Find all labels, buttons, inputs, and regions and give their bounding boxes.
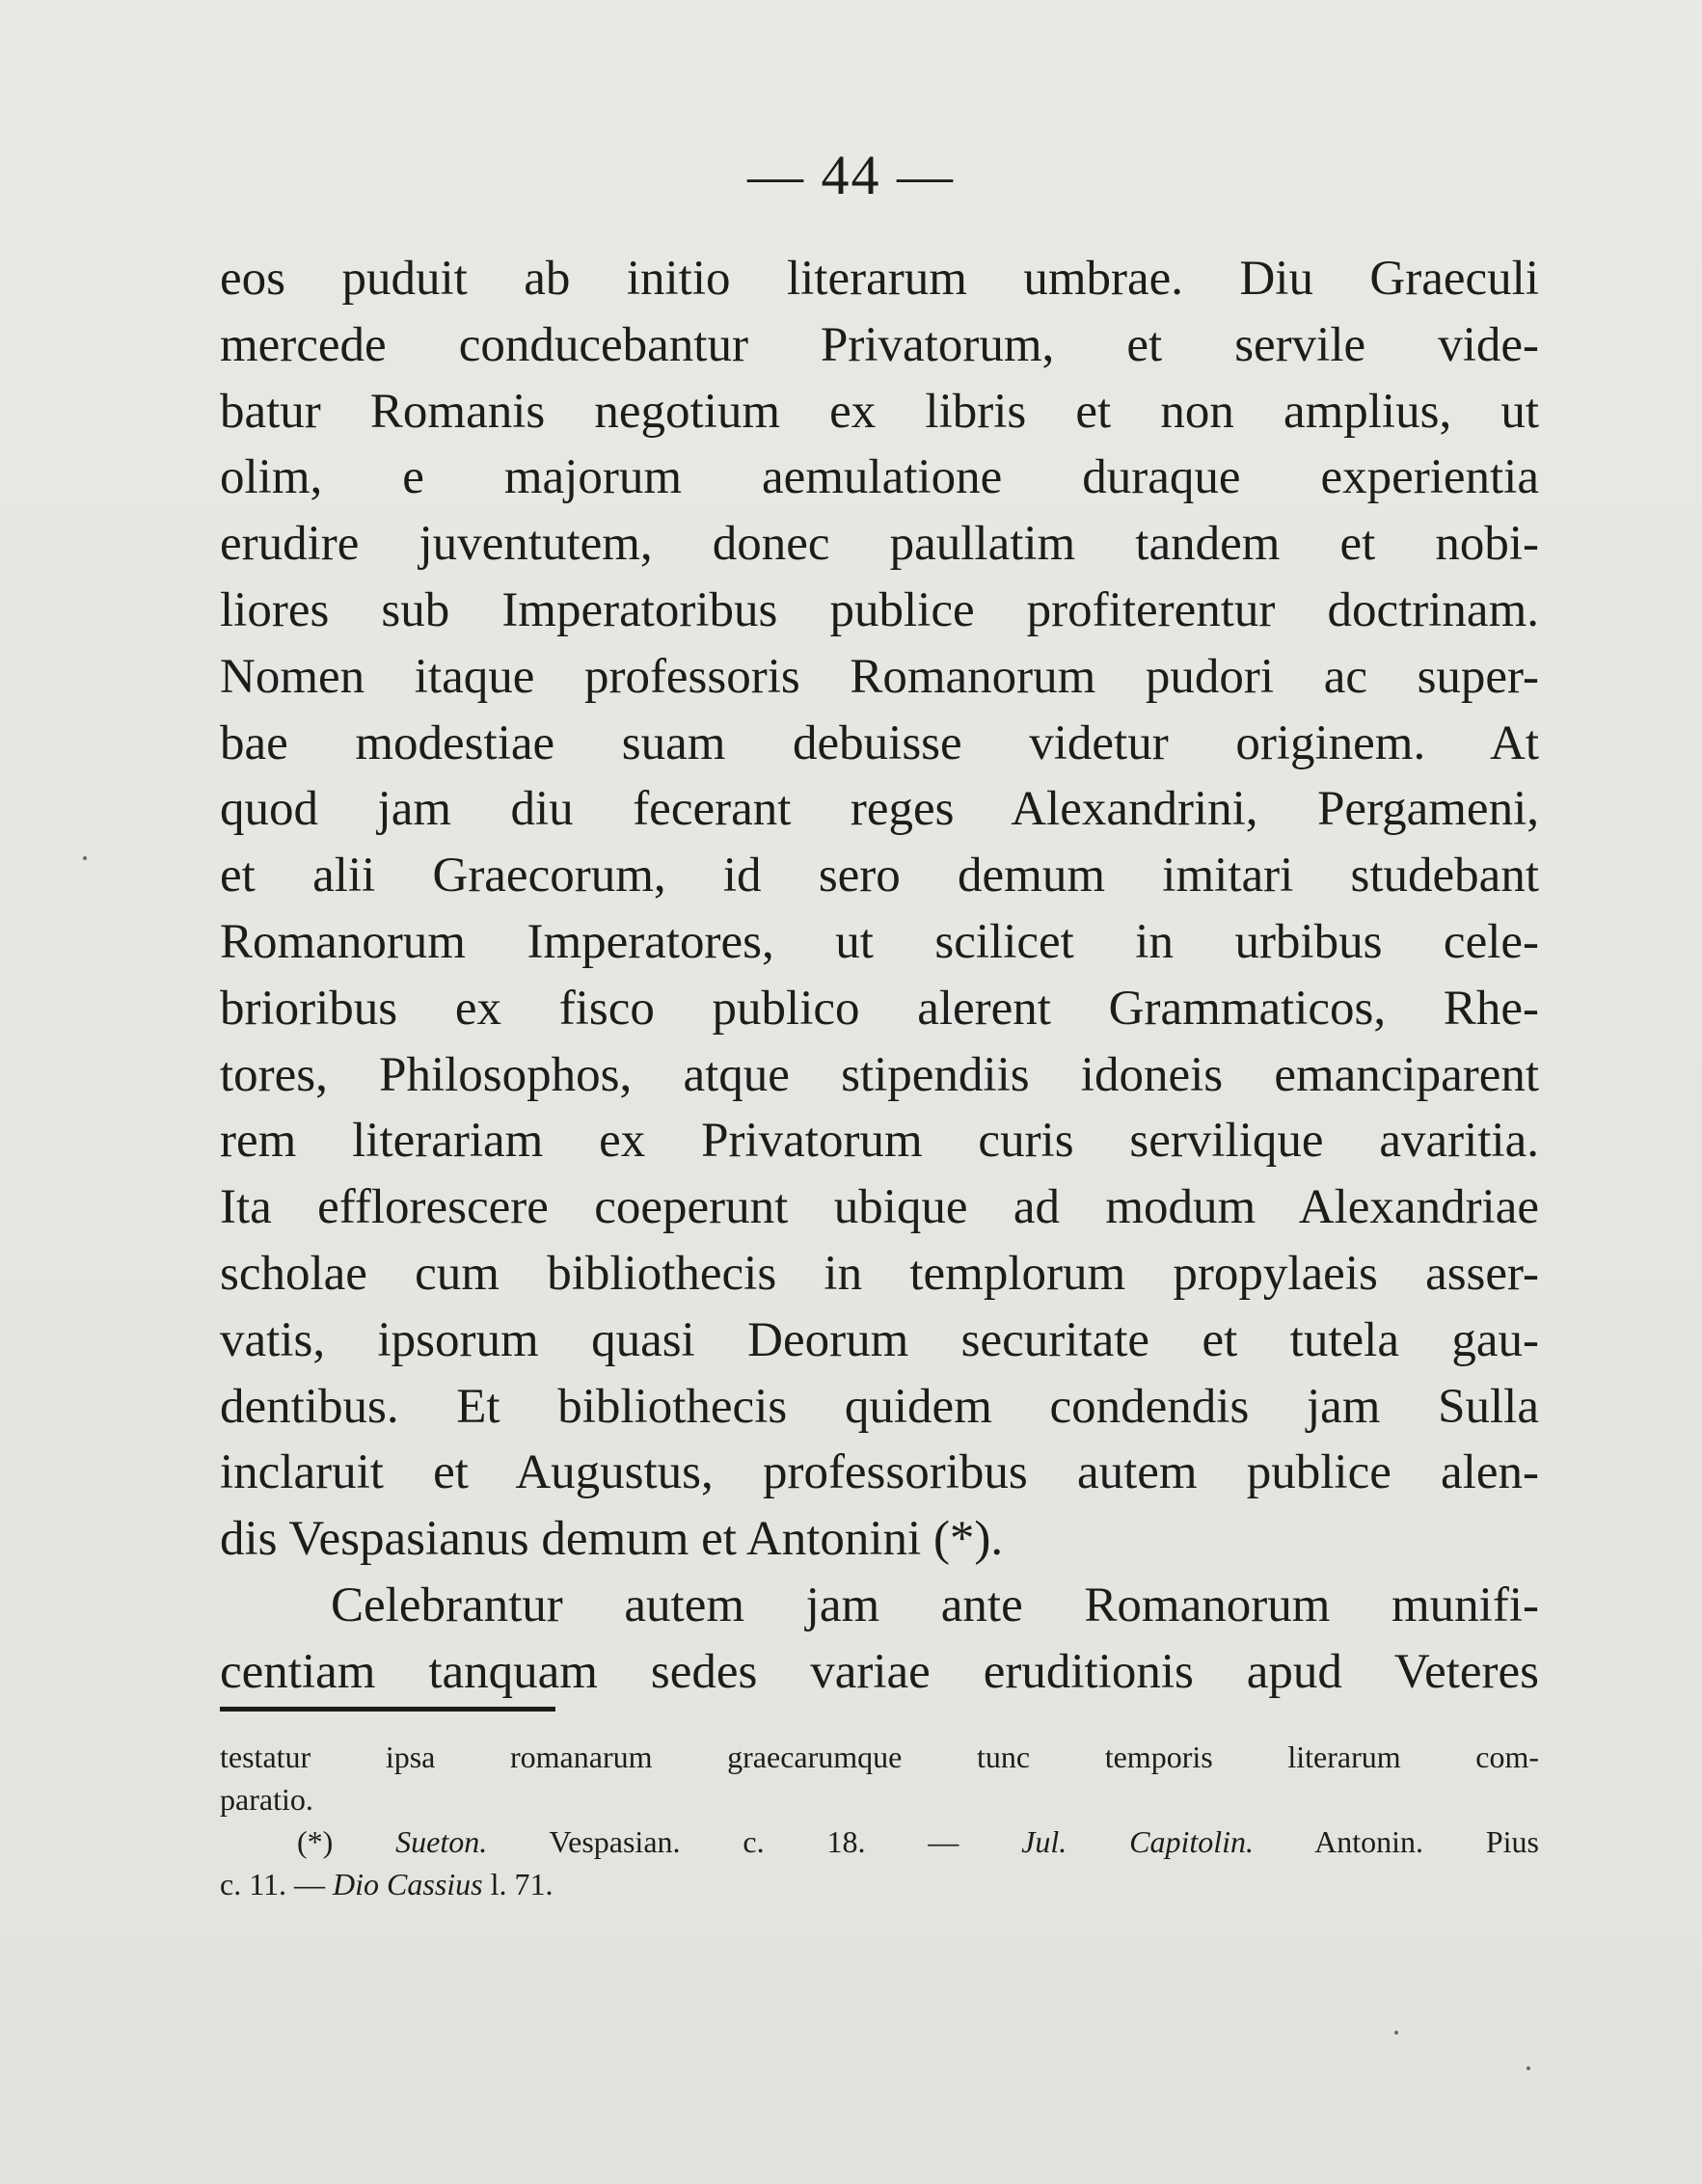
footnote-reference: c. 11. — [220, 1867, 326, 1901]
text-line: et alii Graecorum, id sero demum imitari studebant [220, 849, 1539, 903]
text-line: rem literariam ex Privatorum curis servilique avaritia. [220, 1114, 1539, 1169]
footnote-continuation-line: paratio. [220, 1782, 313, 1817]
text-line: mercede conducebantur Privatorum, et servile vide- [220, 317, 1539, 372]
text-line: Ita efflorescere coeperunt ubique ad modum Alexandriae [220, 1180, 1539, 1235]
text-line: bae modestiae suam debuisse videtur originem. At [220, 715, 1539, 770]
footnote-rule [220, 1707, 555, 1712]
text-line: centiam tanquam sedes variae eruditionis apud Veteres [220, 1644, 1539, 1699]
text-line: quod jam diu fecerant reges Alexandrini, Pergameni, [220, 782, 1539, 837]
paper-speck [1394, 2031, 1398, 2035]
text-line: inclaruit et Augustus, professoribus autem publice alen- [220, 1445, 1539, 1500]
footnote-continuation-line: testatur ipsa romanarum graecarumque tunc temporis literarum com- [220, 1739, 1539, 1774]
text-line: olim, e majorum aemulatione duraque experientia [220, 450, 1539, 505]
text-line: dis Vespasianus demum et Antonini (*). [220, 1512, 1004, 1567]
body-text [220, 246, 1539, 1706]
text-line: Nomen itaque professoris Romanorum pudori ac super- [220, 649, 1539, 704]
footnote-author: Sueton. [395, 1824, 488, 1859]
text-line: batur Romanis negotium ex libris et non amplius, ut [220, 384, 1539, 439]
footnote-reference: Vespasian. c. 18. — [549, 1824, 959, 1859]
footnotes [220, 1736, 1539, 1905]
footnote-author: Jul. Capitolin. [1021, 1824, 1255, 1859]
footnote-reference: l. 71. [490, 1867, 554, 1901]
paper-speck [1526, 2066, 1530, 2070]
footnote-author: Dio Cassius [333, 1867, 483, 1901]
page-number: — 44 — [747, 144, 955, 206]
text-line: Romanorum Imperatores, ut scilicet in urbibus cele- [220, 914, 1539, 969]
text-line: liores sub Imperatoribus publice profiterentur doctrinam. [220, 582, 1539, 637]
text-line: erudire juventutem, donec paullatim tandem et nobi- [220, 517, 1539, 572]
footnote-line [220, 1820, 1539, 1863]
footnote-line [220, 1863, 1539, 1905]
text-line: brioribus ex fisco publico alerent Grammaticos, Rhe- [220, 981, 1539, 1036]
footnote-reference: Antonin. Pius [1314, 1824, 1539, 1859]
footnote-marker: (*) [297, 1824, 334, 1859]
paper-speck [83, 856, 87, 860]
text-line: vatis, ipsorum quasi Deorum securitate et tutela gau- [220, 1312, 1539, 1367]
text-line: eos puduit ab initio literarum umbrae. Diu Graeculi [220, 252, 1539, 306]
text-line: Celebrantur autem jam ante Romanorum munifi- [331, 1577, 1539, 1632]
text-line: dentibus. Et bibliothecis quidem condendis jam Sulla [220, 1379, 1539, 1434]
text-line: tores, Philosophos, atque stipendiis idoneis emanciparent [220, 1047, 1539, 1102]
text-line: scholae cum bibliothecis in templorum propylaeis asser- [220, 1246, 1539, 1301]
